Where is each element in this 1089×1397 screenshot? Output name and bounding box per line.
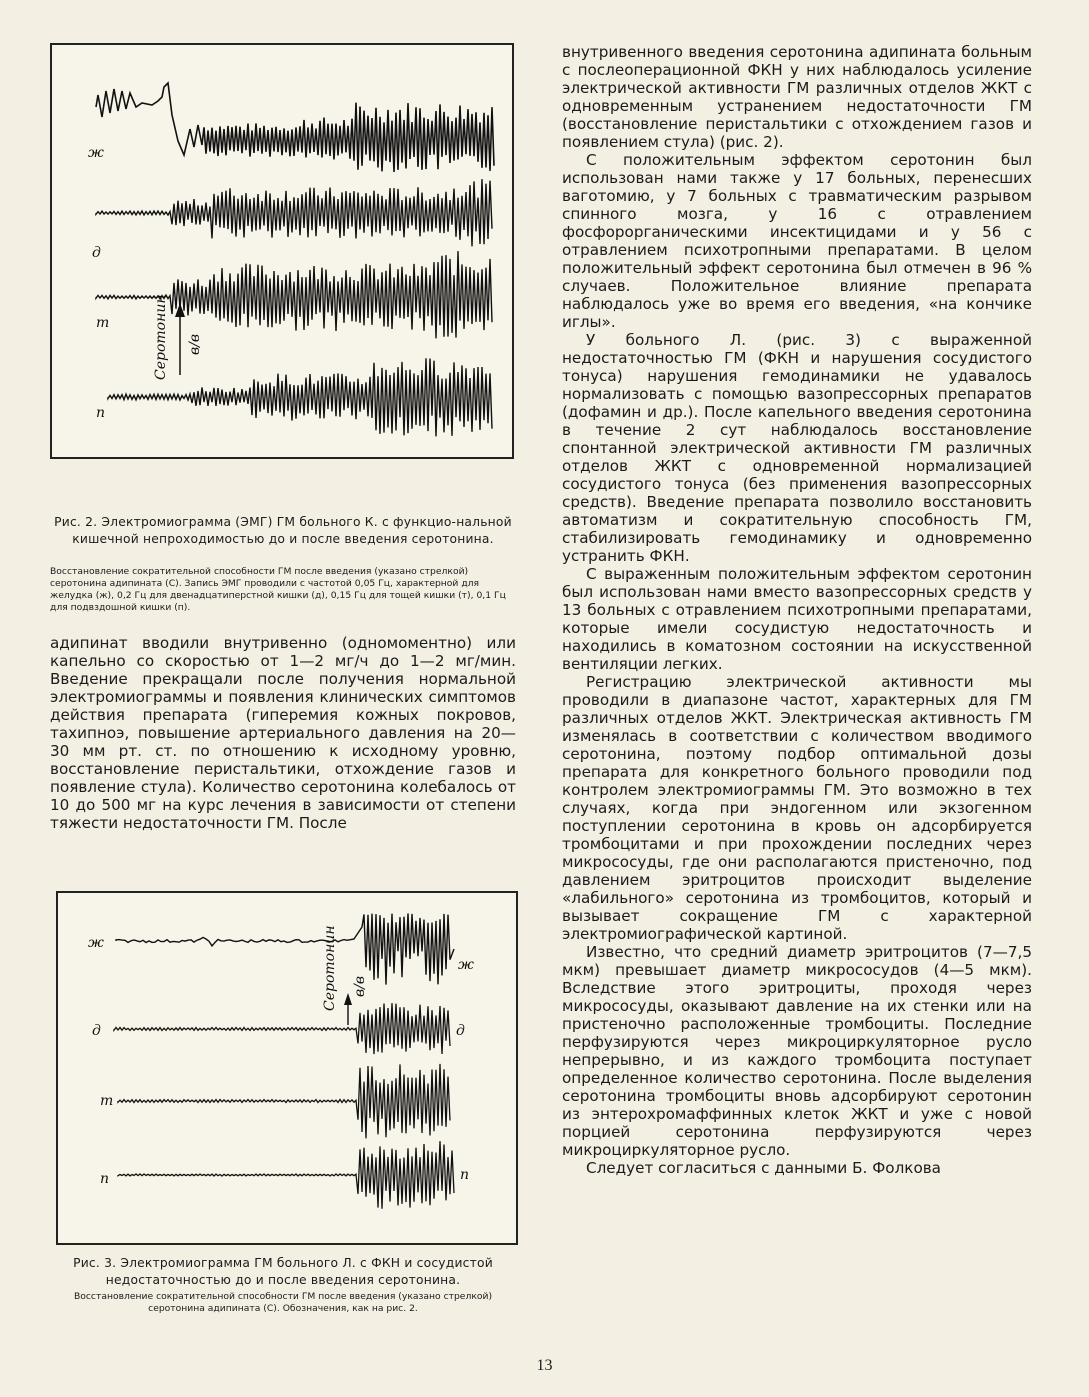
- paragraph: С выраженным положительным эффектом серотонин был использован нами вместо вазопрессорных средств у 13 больных с отравлением психотропными препаратами, которые имели сосудистую недостаточность и находились в коматозном состоянии на искусственной вентиляции легких.: [562, 565, 1032, 673]
- label-route: в/в: [352, 975, 368, 997]
- trace-ileum: [118, 1141, 454, 1209]
- left-column-text: [50, 634, 516, 832]
- label-ileum: п: [100, 1171, 110, 1187]
- paragraph: С положительным эффектом серотонин был использован нами также у 17 больных, перенесших ваготомию, у 7 больных с травматическим разрывом спинного мозга, у 16 с отравлением фосфорорганическими инсектицидами и у 56 с отравлением психотропными препаратами. В целом положительный эффект серотонина был отмечен в 96 % случаев. Положительное влияние препарата наблюдалось уже во время его введения, «на кончике иглы».: [562, 151, 1032, 331]
- arrow-head: [344, 993, 352, 1005]
- paragraph: Регистрацию электрической активности мы проводили в диапазоне частот, характерных для ГМ различных отделов ЖКТ. Электрическая активность ГМ изменялась в соответствии с количеством вводимого серотонина, поэтому подбор оптимальной дозы препарата для конкретного больного проводили под контролем электромиограммы ГМ. Это возможно в тех случаях, когда при эндогенном или экзогенном поступлении серотонина в кровь он адсорбируется тромбоцитами и при прохождении последних через микрососуды, где они располагаются пристеночно, под давлением эритроцитов происходит выделение «лабильного» серотонина из тромбоцитов, который и вызывает сокращение ГМ с характерной электромиографической картиной.: [562, 673, 1032, 943]
- paragraph: внутривенного введения серотонина адипината больным с послеоперационной ФКН у них наблюдалось усиление электрической активности ГМ различных отделов ЖКТ с одновременным устранением недостаточности ГМ (восстановление перистальтики с отхождением газов и появлением стула) (рис. 2).: [562, 43, 1032, 151]
- figure-2-emg: [50, 43, 514, 459]
- label-jejunum: т: [96, 315, 110, 331]
- label-jejunum: т: [100, 1093, 114, 1109]
- label-duodenum: д: [92, 1023, 101, 1039]
- label-duodenum: д: [92, 245, 101, 261]
- right-column-text: [562, 43, 1032, 1177]
- paragraph: У больного Л. (рис. 3) с выраженной недостаточностью ГМ (ФКН и нарушения сосудистого тонуса) нарушения гемодинамики не удавалось нормализовать с помощью вазопрессорных препаратов (дофамин и др.). После капельного введения серотонина в течение 2 сут наблюдалось восстановление спонтанной электрической активности ГМ различных отделов ЖКТ с одновременной нормализацией сосудистого тонуса (без применения вазопрессорных средств). Введение препарата позволило восстановить автоматизм и сократительную способность ГМ, стабилизировать гемодинамику и одновременно устранить ФКН.: [562, 331, 1032, 565]
- figure-3-traces: [58, 893, 516, 1243]
- label-ileum-right: п: [460, 1167, 470, 1183]
- label-stomach: ж: [88, 145, 104, 161]
- page-number: 13: [536, 1357, 553, 1374]
- label-route: в/в: [187, 333, 203, 355]
- figure-3-note: Восстановление сократительной способности ГМ после введения (указано стрелкой) серотонина адипината (С). Обозначения, как на рис. 2.: [73, 1291, 493, 1314]
- figure-2-note: Восстановление сократительной способности ГМ после введения (указано стрелкой) серотонина адипината (С). Запись ЭМГ проводили с частотой 0,05 Гц, характерной для желудка (ж), 0,2 Гц для двенадцатиперстной кишки (д), 0,15 Гц для тощей кишки (т), 0,1 Гц для подвздошной кишки (п).: [50, 566, 506, 613]
- paragraph: Известно, что средний диаметр эритроцитов (7—7,5 мкм) превышает диаметр микрососудов (4—5 мкм). Вследствие этого эритроциты, проходя через микрососуды, оказывают давление на их стенки или на пристеночно расположенные тромбоциты. Последние перфузируются через микроциркуляторное русло непрерывно, и из каждого тромбоцита поступает определенное количество серотонина. После выделения серотонина тромбоциты вновь адсорбируют серотонин из энтерохромаффинных клеток ЖКТ и уже с новой порцией серотонина перфузируются через микроциркуляторное русло.: [562, 943, 1032, 1159]
- trace-stomach: [116, 913, 454, 984]
- label-injection: Серотонин: [153, 294, 169, 380]
- label-stomach: ж: [88, 935, 104, 951]
- trace-duodenum: [114, 1003, 450, 1054]
- figure-3-emg: [56, 891, 518, 1245]
- figure-3-caption: Рис. 3. Электромиограмма ГМ больного Л. с ФКН и сосудистой недостаточностью до и после введения серотонина.: [73, 1256, 493, 1287]
- trace-stomach: [96, 83, 494, 172]
- trace-jejunum: [118, 1064, 450, 1139]
- figure-2-caption: Рис. 2. Электромиограмма (ЭМГ) ГМ больного К. с функцио-нальной кишечной непроходимостью до и после введения серотонина.: [54, 515, 512, 546]
- label-injection: Серотонин: [322, 925, 338, 1011]
- label-duodenum-right: д: [456, 1023, 465, 1039]
- paragraph: адипинат вводили внутривенно (одномоментно) или капельно со скоростью от 1—2 мг/ч до 1—2 мг/мин. Введение прекращали после получения нормальной электромиограммы и появления клинических симптомов действия препарата (гиперемия кожных покровов, тахипноэ, повышение артериального давления на 20—30 мм рт. ст. по отношению к исходному уровню, восстановление перистальтики, отхождение газов и появление стула). Количество серотонина колебалось от 10 до 500 мг на курс лечения в зависимости от степени тяжести недостаточности ГМ. После: [50, 634, 516, 832]
- figure-2-traces: [52, 45, 512, 457]
- label-ileum: п: [96, 405, 106, 421]
- trace-duodenum: [96, 179, 492, 246]
- label-stomach-right: ж: [458, 957, 474, 973]
- paragraph: Следует согласиться с данными Б. Фолкова: [586, 1159, 941, 1177]
